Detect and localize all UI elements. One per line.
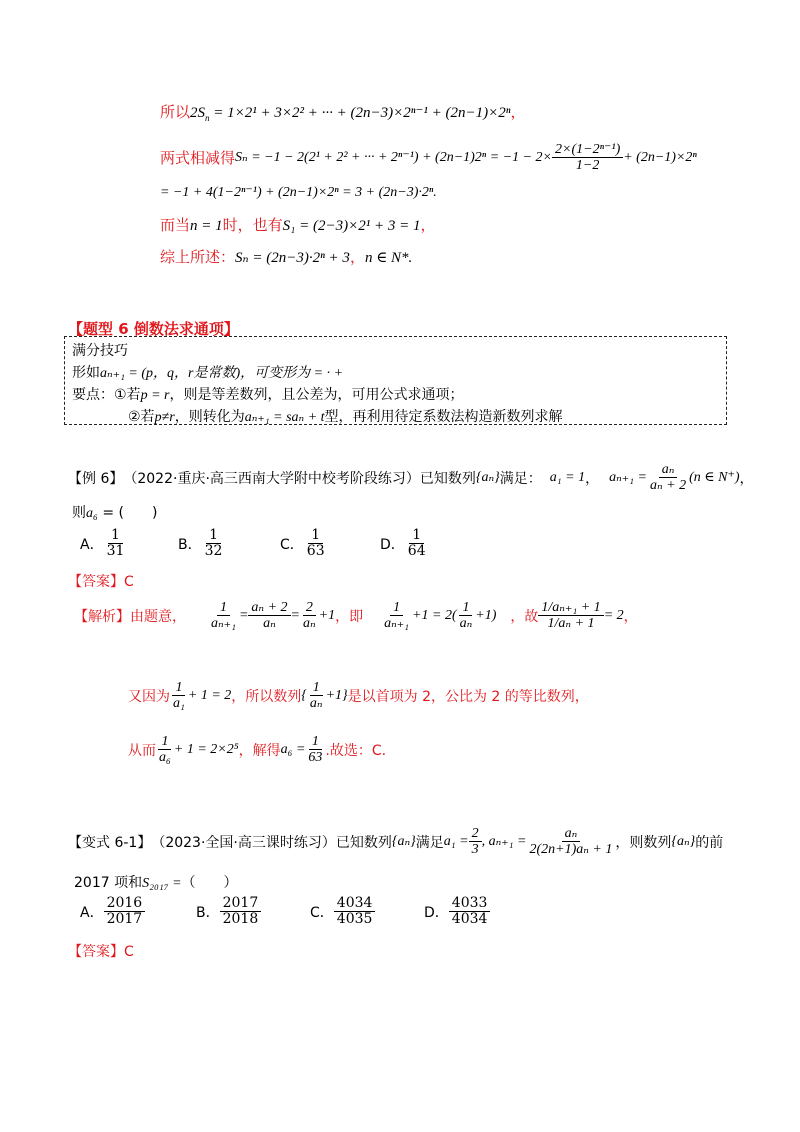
fraction: $\frac{\text{aₙ + 2}}{\text{aₙ}}$	[248, 600, 290, 632]
analysis-line-2	[128, 680, 589, 712]
formula: aₙ₊₁ =	[609, 470, 647, 486]
option-letter: A．	[80, 536, 104, 553]
formula: {aₙ}	[671, 834, 696, 850]
fraction: $\frac{\text{aₙ}}{\text{aₙ + 2}}$	[649, 462, 687, 494]
formula-rest: + (2n−1)×2ⁿ	[623, 149, 697, 165]
text: 要点：①若	[72, 387, 141, 403]
fraction: $\frac{1}{\text{aₙ₊₁}}$	[211, 600, 236, 632]
text: ，则是等差数列，且公差为，可用公式求通项；	[169, 387, 464, 403]
fraction: $\frac{1}{\text{aₙ₊₁}}$	[384, 600, 410, 632]
formula: S₂₀₁₇ =	[142, 876, 182, 891]
option-letter: D．	[380, 536, 405, 553]
text: 形如	[72, 365, 100, 381]
variant-answer: 【答案】C	[68, 944, 134, 960]
fraction: $\frac{1}{\text{aₙ}}$	[309, 680, 323, 712]
formula: a₁ =	[443, 833, 469, 849]
formula: +1)	[475, 607, 497, 623]
text: 满足	[415, 834, 444, 851]
fraction: $\frac{2}{\text{aₙ}}$	[302, 600, 316, 632]
example6-option-a[interactable]	[80, 528, 127, 560]
option-letter: B．	[178, 536, 202, 553]
variant-option-b[interactable]	[196, 896, 261, 928]
text: ②若	[128, 409, 155, 425]
formula: +1	[318, 607, 336, 623]
text: 又因为	[128, 688, 170, 705]
formula: aₙ₊₁ = saₙ + t	[244, 410, 325, 425]
fraction: $\frac{4034}{4035}$	[334, 896, 376, 928]
analysis-line-3	[128, 734, 386, 766]
formula: {aₙ}	[475, 470, 500, 486]
fraction: $\frac{1}{\text{aₙ}}$	[459, 600, 473, 632]
tip-title: 满分技巧	[72, 343, 128, 359]
fraction: $\frac{1}{32}$	[204, 527, 223, 560]
formula: =	[290, 607, 300, 623]
fraction: $\frac{1}{63}$	[306, 527, 325, 560]
formula: a₁ = 1	[549, 469, 586, 485]
formula: p≠r	[154, 410, 175, 425]
formula: n ∈ N*.	[364, 250, 413, 266]
text: ，则转化为	[174, 409, 245, 425]
variant-question	[68, 826, 723, 858]
text: 的前	[695, 834, 724, 851]
example6-option-b[interactable]	[178, 528, 225, 560]
fraction: $\frac{2}{3}$	[469, 826, 482, 858]
option-letter: D．	[424, 904, 449, 921]
text: 而当	[160, 216, 191, 234]
text: 满足：	[499, 470, 542, 487]
formula: {	[301, 687, 307, 703]
text: 从而	[128, 742, 156, 759]
formula: Sₙ = (2n−3)·2ⁿ + 3	[235, 250, 350, 266]
text: 型，再利用待定系数法构造新数列求解	[324, 409, 563, 425]
text: ，故	[510, 608, 539, 625]
variant-option-c[interactable]	[310, 896, 375, 928]
text: ，则数列	[615, 834, 672, 851]
solution-line-4	[160, 214, 435, 235]
formula: + 1 = 2×2⁵	[173, 741, 239, 757]
tip-line-1	[72, 362, 343, 382]
fraction: $\frac{2016}{2017}$	[104, 896, 146, 928]
formula: + 1 = 2	[187, 687, 232, 703]
text-lead: 所以	[160, 103, 191, 121]
option-letter: C．	[280, 536, 304, 553]
formula: = 2	[603, 607, 624, 623]
formula: {aₙ}	[391, 834, 416, 850]
solution-line-2	[160, 142, 697, 174]
variant-option-a[interactable]	[80, 896, 145, 928]
text: ，	[739, 470, 754, 487]
text: ，解得	[238, 742, 281, 759]
option-letter: C．	[310, 904, 334, 921]
text: ，	[420, 216, 436, 234]
text: 2017 项和	[74, 875, 143, 891]
formula: 2S	[190, 105, 206, 121]
formula-rest: = 1×2¹ + 3×2² + ··· + (2n−3)×2ⁿ⁻¹ + (2n−1)×2ⁿ	[209, 105, 511, 121]
variant-ask	[74, 872, 238, 892]
formula: p = r	[140, 388, 170, 403]
formula: , aₙ₊₁ =	[481, 834, 527, 850]
formula: aₙ₊₁ = (p，q，r是常数)，可变形为 = · +	[100, 366, 344, 381]
example6-option-c[interactable]	[280, 528, 328, 560]
text: 则	[72, 505, 86, 521]
text: ，所以数列	[231, 688, 302, 705]
variant-option-d[interactable]	[424, 896, 490, 928]
formula: S₁ = (2−3)×2¹ + 3 = 1	[282, 218, 421, 234]
text: 综上所述：	[160, 248, 236, 266]
text: = ( )	[97, 505, 158, 521]
fraction: $\frac{1}{\text{a₁}}$	[173, 680, 185, 712]
example6-question	[68, 462, 754, 494]
formula: Sₙ = −1 − 2(2¹ + 2² + ··· + 2ⁿ⁻¹) + (2n−1)2ⁿ = −1 − 2×	[235, 150, 553, 166]
fraction: $\frac{1}{\text{a₆}}$	[159, 734, 171, 766]
text: ，	[349, 248, 365, 266]
fraction: $\frac{\text{2×(1−2ⁿ⁻¹)}}{1-2}$	[552, 142, 623, 174]
text: ，	[623, 608, 638, 625]
source: （2023·全国·高三课时练习）已知数列	[151, 834, 392, 851]
text: .故选：C.	[325, 742, 387, 759]
formula: (n ∈ N⁺)	[689, 470, 740, 486]
formula: +1 = 2(	[412, 607, 457, 623]
fraction: $\frac{2017}{2018}$	[220, 896, 262, 928]
formula: a₆	[86, 506, 98, 521]
option-letter: B．	[196, 904, 220, 921]
text: （ ）	[181, 875, 238, 891]
text: 是以首项为 2，公比为 2 的等比数列，	[347, 688, 589, 705]
variant-tag: 【变式 6-1】	[68, 834, 152, 851]
example6-option-d[interactable]	[380, 528, 429, 560]
example6-answer: 【答案】C	[68, 574, 134, 590]
fraction: $\frac{\text{aₙ}}{\text{2(2n+1)aₙ + 1}}$	[529, 826, 613, 858]
source: （2022·重庆·高三西南大学附中校考阶段练习）已知数列	[123, 470, 476, 487]
solution-line-1: 所以$2S_n = 1\times 2^1 + 3\times 2^2$ + ··· + (2n−3)×2ⁿ⁻¹ + (2n−1)×2ⁿ，	[160, 103, 526, 123]
section-title: 【题型 6 倒数法求通项】	[68, 320, 239, 338]
formula: a₆ =	[280, 741, 306, 757]
text: 时，也有	[222, 216, 283, 234]
fraction: $\frac{1}{31}$	[106, 527, 125, 560]
tip-line-3	[128, 406, 563, 426]
formula: +1}	[325, 687, 348, 703]
formula: n = 1	[190, 218, 223, 234]
fraction: $\frac{4033}{4034}$	[449, 896, 491, 928]
text-lead: 两式相减得	[160, 149, 236, 168]
solution-line-3: = −1 + 4(1−2ⁿ⁻¹) + (2n−1)×2ⁿ = 3 + (2n−3)·2ⁿ.	[160, 185, 437, 200]
analysis-line-1	[74, 600, 638, 632]
solution-line-5	[160, 246, 412, 267]
text: ，即	[335, 608, 364, 625]
fraction: $\frac{1}{63}$	[308, 734, 323, 766]
fraction: $\frac{1}{64}$	[407, 527, 426, 560]
example6-ask	[72, 502, 157, 522]
example-tag: 【例 6】	[68, 470, 124, 487]
formula: =	[238, 607, 249, 623]
option-letter: A．	[80, 904, 104, 921]
text: ，	[585, 470, 600, 487]
fraction: $\frac{\text{1/aₙ₊₁ + 1}}{\text{1/aₙ + 1}}$	[538, 600, 603, 632]
tip-line-2	[72, 384, 463, 404]
analysis-tag: 【解析】由题意，	[74, 608, 186, 625]
